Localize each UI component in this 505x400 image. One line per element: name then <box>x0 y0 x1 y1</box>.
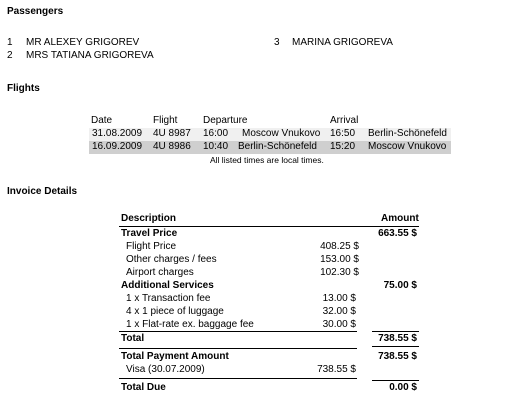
flight-row <box>89 128 451 141</box>
due-rule <box>119 378 357 379</box>
flight-row <box>89 141 451 154</box>
subtotal-rule <box>119 331 357 332</box>
subtotal-rule-amount <box>372 331 419 332</box>
flights-heading: Flights <box>7 83 40 94</box>
due-rule-amount <box>372 380 419 381</box>
local-times-note: All listed times are local times. <box>210 155 324 165</box>
flights-col-departure: Departure <box>203 115 248 126</box>
additional-services-label: Additional Services <box>121 280 214 291</box>
header-rule <box>119 226 419 227</box>
departure-place: Moscow Vnukovo <box>242 128 321 139</box>
invoice-col-description: Description <box>121 213 177 224</box>
flight-number: 4U 8986 <box>153 141 191 152</box>
flight-number: 4U 8987 <box>153 128 191 139</box>
visa-label: Visa (30.07.2009) <box>126 364 205 375</box>
invoice-item-label: Other charges / fees <box>126 254 217 265</box>
travel-price-label: Travel Price <box>121 228 178 239</box>
flight-date: 31.08.2009 <box>92 128 143 139</box>
arrival-place: Moscow Vnukovo <box>368 141 447 152</box>
flights-col-flight: Flight <box>153 115 178 126</box>
invoice-col-amount: Amount <box>381 213 419 224</box>
flights-col-date: Date <box>91 115 113 126</box>
passenger-number: 1 <box>7 37 13 48</box>
passenger-number: 3 <box>274 37 280 48</box>
total-rule-amount <box>372 346 419 347</box>
total-label: Total <box>121 333 145 344</box>
invoice-item-label: 1 x Flat-rate ex. baggage fee <box>126 319 254 330</box>
invoice-item-label: Airport charges <box>126 267 194 278</box>
invoice-item-label: Flight Price <box>126 241 177 252</box>
visa-value: 738.55 $ <box>317 364 356 375</box>
invoice-item-label: 4 x 1 piece of luggage <box>126 306 224 317</box>
total-due-value: 0.00 $ <box>389 382 417 393</box>
invoice-item-label: 1 x Transaction fee <box>126 293 211 304</box>
total-value: 738.55 $ <box>378 333 417 344</box>
passenger-number: 2 <box>7 50 13 61</box>
arrival-time: 15:20 <box>330 141 356 152</box>
invoice-item-value: 13.00 $ <box>322 293 356 304</box>
additional-services-total: 75.00 $ <box>383 280 417 291</box>
invoice-item-value: 30.00 $ <box>322 319 356 330</box>
passenger-name: MR ALEXEY GRIGOREV <box>26 37 140 48</box>
invoice-item-value: 102.30 $ <box>320 267 359 278</box>
passenger-name: MARINA GRIGOREVA <box>292 37 393 48</box>
departure-time: 16:00 <box>203 128 229 139</box>
arrival-place: Berlin-Schönefeld <box>368 128 447 139</box>
invoice-item-value: 153.00 $ <box>320 254 359 265</box>
arrival-time: 16:50 <box>330 128 356 139</box>
invoice-item-value: 408.25 $ <box>320 241 359 252</box>
departure-time: 10:40 <box>203 141 229 152</box>
flights-col-arrival: Arrival <box>330 115 359 126</box>
total-due-label: Total Due <box>121 382 166 393</box>
invoice-item-value: 32.00 $ <box>322 306 356 317</box>
passengers-heading: Passengers <box>7 6 64 17</box>
invoice-heading: Invoice Details <box>7 186 78 197</box>
payment-rule <box>119 348 357 349</box>
payment-value: 738.55 $ <box>378 351 417 362</box>
passenger-name: MRS TATIANA GRIGOREVA <box>26 50 154 61</box>
departure-place: Berlin-Schönefeld <box>238 141 317 152</box>
travel-price-total: 663.55 $ <box>378 228 417 239</box>
payment-label: Total Payment Amount <box>121 351 229 362</box>
flight-date: 16.09.2009 <box>92 141 143 152</box>
